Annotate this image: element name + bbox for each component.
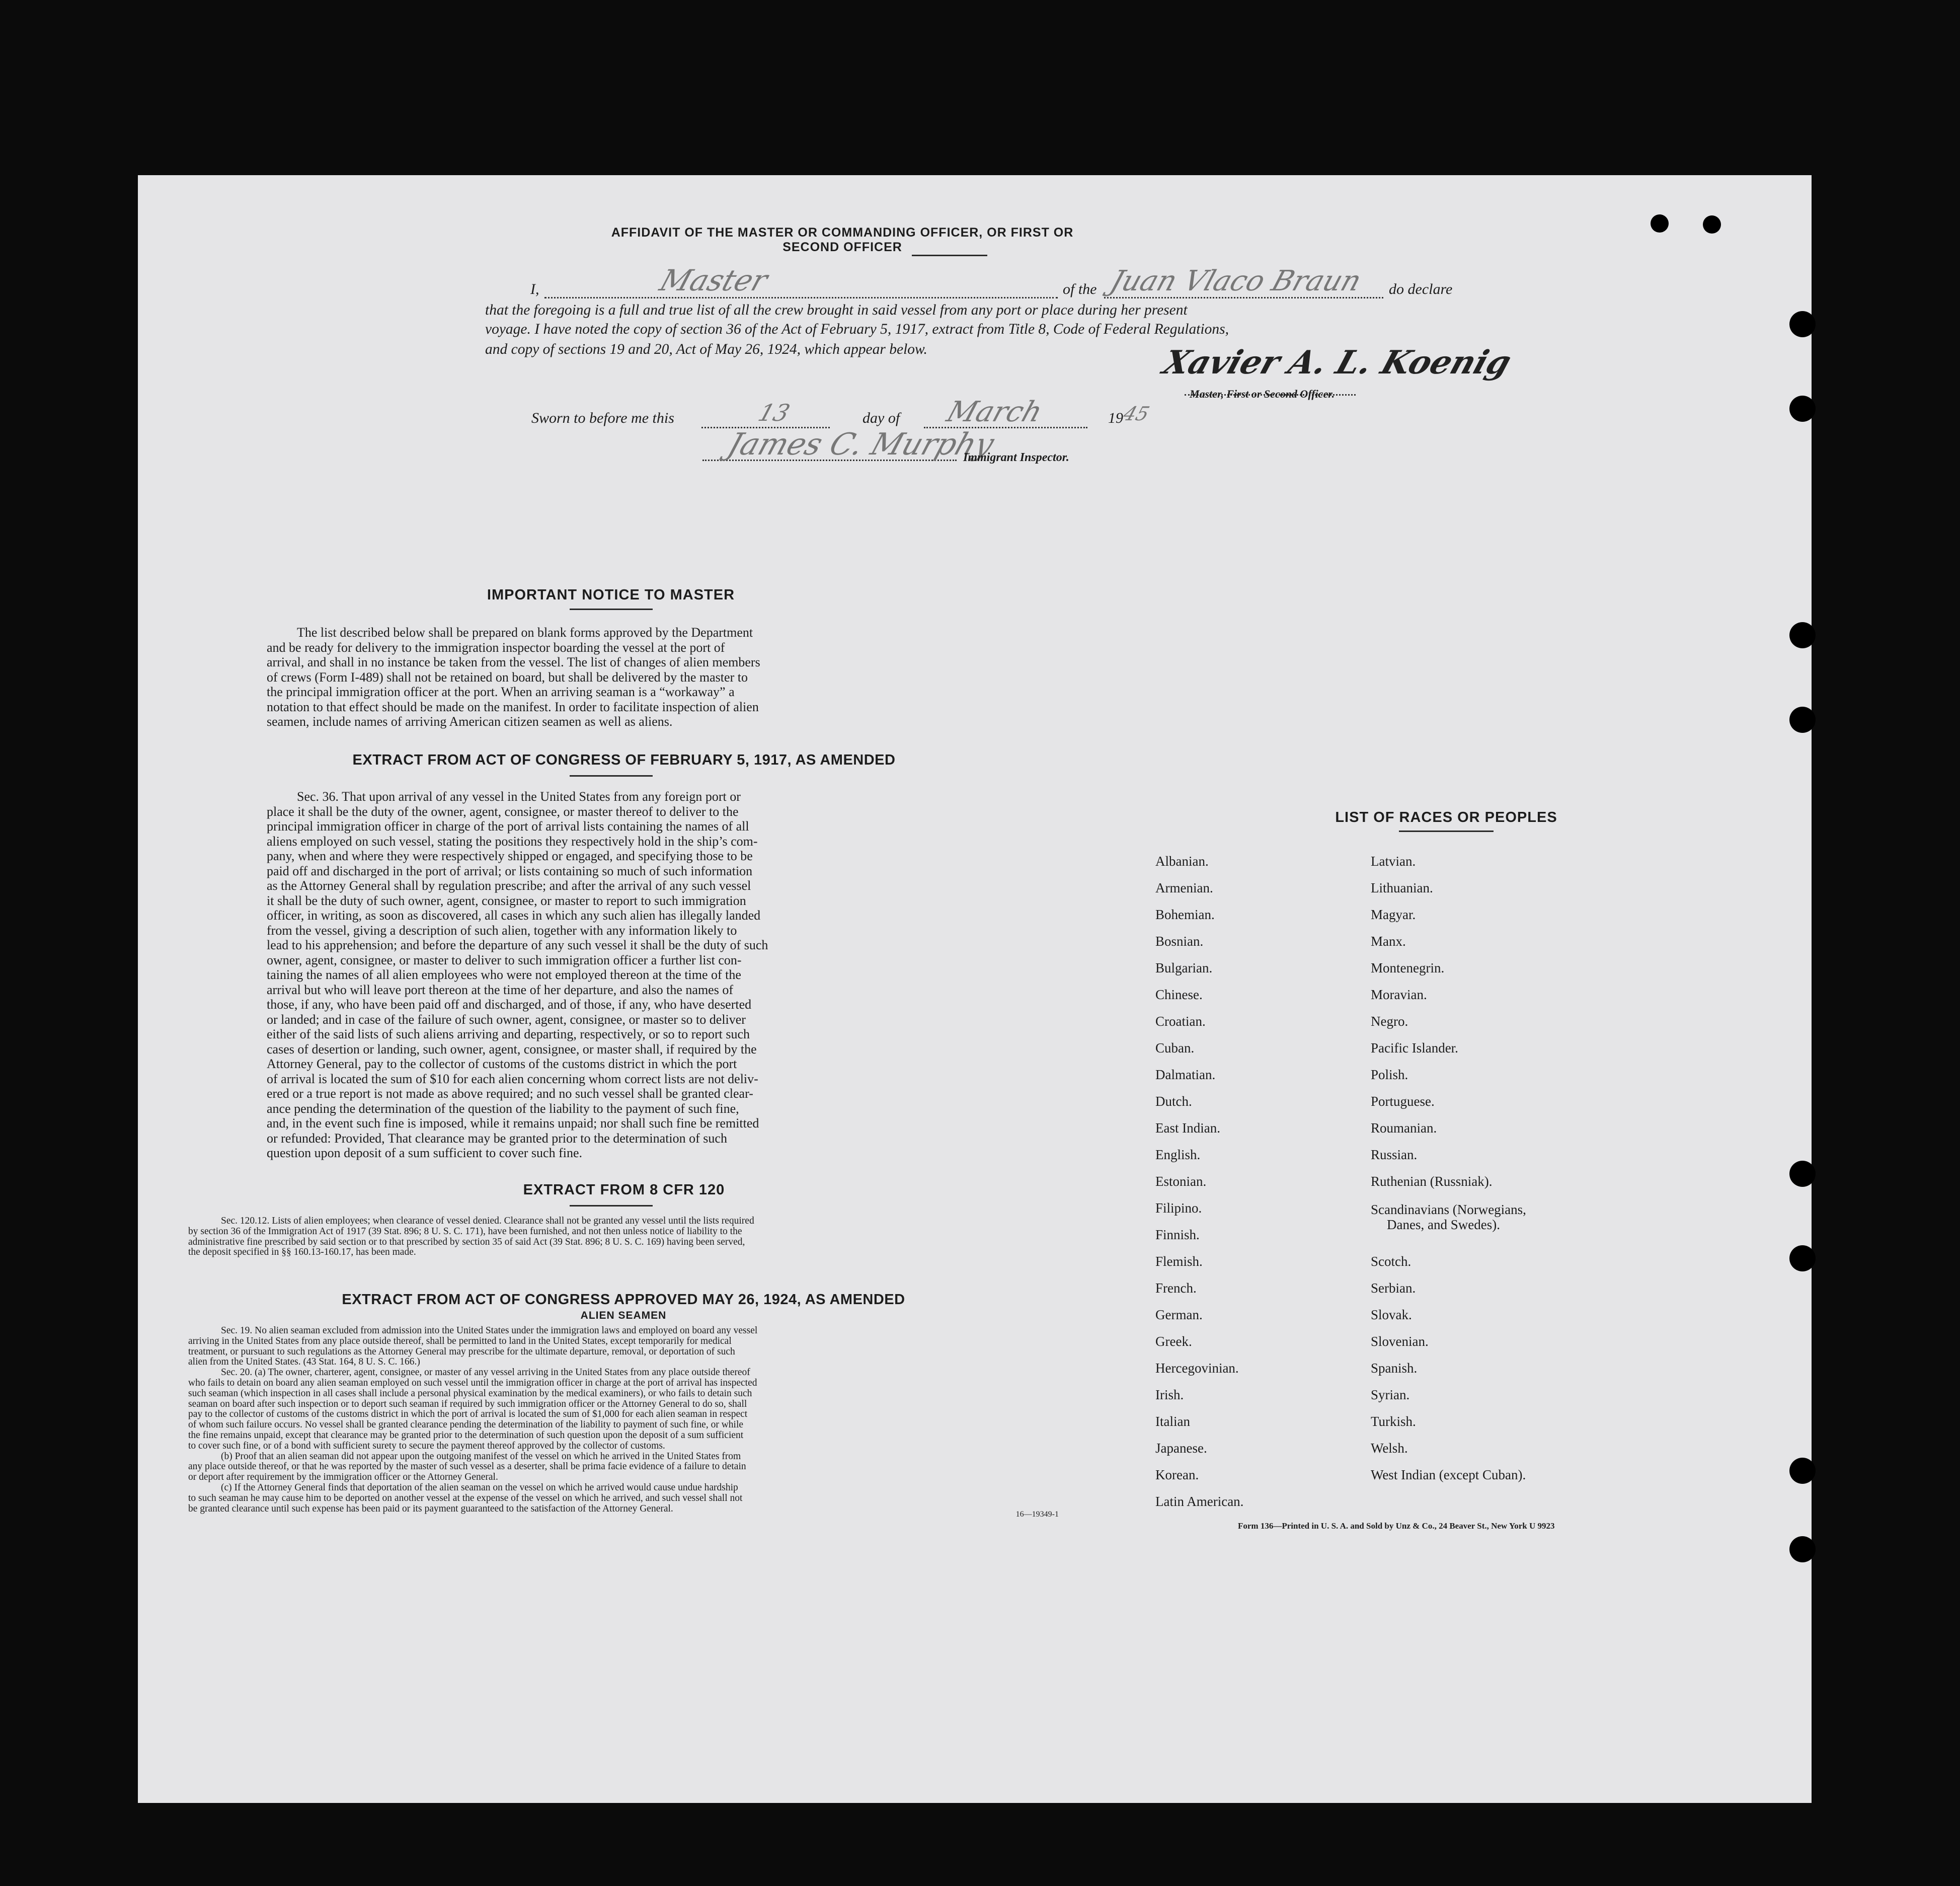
sec36-line: or refunded: Provided, That clearance may be granted prior to the determination of such [267, 1130, 727, 1146]
notice-line: the principal immigration officer at the port. When an arriving seaman is a “workaway” a [267, 685, 735, 699]
sec20-line: of whom such failure occurs. No vessel shall be granted clearance pending the determination of the liability to payment of such fine, or while [188, 1419, 744, 1430]
race-left: East Indian. [1155, 1120, 1220, 1136]
extract-1917-heading: EXTRACT FROM ACT OF CONGRESS OF FEBRUARY 5, 1917, AS AMENDED [352, 752, 896, 768]
race-right: Montenegrin. [1371, 960, 1445, 975]
day-handwriting: 13 [755, 399, 794, 426]
race-left: Estonian. [1155, 1174, 1207, 1189]
race-right: Polish. [1371, 1067, 1408, 1082]
race-right: West Indian (except Cuban). [1371, 1467, 1526, 1482]
race-left: Armenian. [1155, 880, 1213, 895]
sec36-line: taining the names of all alien employees who were not employed thereon at the time of the [267, 967, 741, 982]
sec20-line: (c) If the Attorney General finds that deportation of the alien seaman on the vessel on which he arrived would cause undue hardship [221, 1482, 738, 1493]
notice-line: The list described below shall be prepared on blank forms approved by the Department [297, 625, 753, 640]
race-left: Finnish. [1155, 1227, 1200, 1242]
sec36-line: aliens employed on such vessel, stating the positions they respectively hold in the ship’s com- [267, 834, 758, 849]
race-right: Scotch. [1371, 1254, 1412, 1269]
master-field-line [544, 297, 1058, 298]
form-sheet [138, 175, 1812, 1803]
sec20-line: Sec. 20. (a) The owner, charterer, agent, consignee, or master of any vessel arriving in the United States from any place outside thereof [221, 1367, 750, 1378]
inspector-signature: James C. Murphy [723, 427, 999, 462]
race-left: German. [1155, 1307, 1203, 1322]
race-right: Portuguese. [1371, 1094, 1435, 1109]
race-left: Filipino. [1155, 1200, 1202, 1216]
sec36-line: from the vessel, giving a description of such alien, together with any information likely to [267, 923, 737, 938]
sec36-line: arrival but who will leave port thereon at the time of her departure, and also the names of [267, 982, 733, 997]
year-prefix: 19 [1108, 410, 1123, 426]
alien-seamen-subheading: ALIEN SEAMEN [580, 1310, 667, 1321]
sec36-line: those, if any, who have been paid off and discharged, and of those, if any, who have deserted [267, 997, 752, 1012]
sec20-line: who fails to detain on board any alien seaman employed on such vessel until the immigration officer in charge at the port of arrival has inspected [188, 1377, 757, 1388]
race-left: Hercegovinian. [1155, 1361, 1239, 1376]
sec20-line: to cover such fine, or of a bond with sufficient surety to secure the payment thereof approved by the collector of customs. [188, 1440, 665, 1451]
race-left: Albanian. [1155, 854, 1209, 869]
sec19-line: treatment, or pursuant to such regulations as the Attorney General may prescribe for the ultimate departure, removal, or deportation of such [188, 1346, 735, 1357]
extract-1924-text [188, 1326, 1059, 1514]
sec36-line: principal immigration officer in charge of the port of arrival lists containing the names of all [267, 819, 749, 834]
races-heading-rule [1399, 831, 1494, 832]
sec36-line: it shall be the duty of such owner, agent, consignee, or master to report to such immigration [267, 893, 746, 908]
sec20-line: such seaman (which inspection in all cases shall include a personal physical examination by the medical examiners), or who fails to detain such [188, 1388, 752, 1399]
race-right: Spanish. [1371, 1361, 1418, 1376]
sec36-line: either of the said lists of such aliens arriving and departing, respectively, or so to report such [267, 1027, 750, 1041]
year-handwriting: 45 [1120, 403, 1152, 425]
sworn-text: Sworn to before me this [531, 410, 674, 426]
notice-line: arrival, and shall in no instance be taken from the vessel. The list of changes of alien members [267, 655, 760, 669]
affidavit-do-declare: do declare [1389, 281, 1453, 297]
master-handwriting: Master [655, 263, 772, 297]
extract-1917-rule [570, 775, 653, 777]
race-left: Bosnian. [1155, 934, 1204, 949]
sec36-line: owner, agent, consignee, or master to deliver to such immigration officer a further list con- [267, 952, 742, 967]
race-right: Russian. [1371, 1147, 1418, 1162]
month-handwriting: March [943, 396, 1047, 428]
race-right: Negro. [1371, 1014, 1408, 1029]
affidavit-i: I, [530, 281, 539, 297]
race-right: Ruthenian (Russniak). [1371, 1174, 1493, 1189]
race-left: Cuban. [1155, 1040, 1195, 1055]
sec20-line: pay to the collector of customs of the customs district in which the port of arrival is located the sum of $1,000 for each alien seaman in respect [188, 1409, 748, 1420]
race-left: French. [1155, 1280, 1197, 1296]
cfr-line: the deposit specified in §§ 160.13-160.17, has been made. [188, 1247, 416, 1258]
printer-footer: Form 136—Printed in U. S. A. and Sold by Unz & Co., 24 Beaver St., New York U 9923 [1238, 1521, 1555, 1531]
sec36-line: and, in the event such fine is imposed, while it remains unpaid; nor shall such fine be remitted [267, 1116, 759, 1130]
sec36-line: lead to his apprehension; and before the departure of any such vessel it shall be the duty of such [267, 938, 768, 952]
affidavit-line-4: and copy of sections 19 and 20, Act of May 26, 1924, which appear below. [485, 341, 927, 357]
race-right: Slovak. [1371, 1307, 1412, 1322]
sec20-line: seaman on board after such inspection or to deport such seaman if required by such immigration officer or the Attorney General to do so, shall [188, 1398, 747, 1409]
sec19-line: Sec. 19. No alien seaman excluded from admission into the United States under the immigration laws and employed on board any vessel [221, 1325, 758, 1336]
sec36-line: as the Attorney General shall by regulation prescribe; and after the arrival of any such vessel [267, 878, 751, 893]
notice-line: seamen, include names of arriving American citizen seamen as well as aliens. [267, 714, 673, 729]
sec20-line: be granted clearance until such expense has been paid or its payment guaranteed to the satisfaction of the Attorney General. [188, 1503, 673, 1514]
sec20-line: (b) Proof that an alien seaman did not appear upon the outgoing manifest of the vessel on which he arrived in the United States from [221, 1451, 741, 1462]
sec36-line: paid off and discharged in the port of arrival; or lists containing so much of such information [267, 863, 753, 878]
race-right: Roumanian. [1371, 1120, 1437, 1136]
race-left: Korean. [1155, 1467, 1199, 1482]
affidavit-of-the: of the [1063, 281, 1097, 297]
notice-text [267, 625, 981, 729]
vessel-handwriting: Juan Vlaco Braun [1106, 265, 1366, 297]
sec36-line: question upon deposit of a sum sufficient to cover such fine. [267, 1146, 583, 1160]
race-right: Pacific Islander. [1371, 1040, 1458, 1055]
notice-heading-rule [570, 609, 653, 610]
sec20-line: the fine remains unpaid, except that clearance may be granted prior to the determination of such question upon the deposit of a sum sufficient [188, 1429, 744, 1441]
affidavit-heading-rule [912, 255, 987, 256]
sec36-line: officer, in writing, as soon as discovered, all cases in which any such alien has illegally landed [267, 908, 761, 923]
race-left: Chinese. [1155, 987, 1203, 1002]
race-right: Latvian. [1371, 854, 1416, 869]
punch-hole [1651, 214, 1669, 233]
race-left: Dutch. [1155, 1094, 1192, 1109]
race-right: Moravian. [1371, 987, 1427, 1002]
sec36-line: place it shall be the duty of the owner, agent, consignee, or master thereof to deliver to the [267, 804, 739, 819]
cfr-line: by section 36 of the Immigration Act of 1917 (39 Stat. 896; 8 U. S. C. 171), have been furnished, and not then unless notice of liability to the [188, 1226, 742, 1237]
sec36-line: ance pending the determination of the question of the liability to the payment of such fine, [267, 1101, 739, 1116]
punch-hole [1789, 707, 1816, 733]
race-right: Serbian. [1371, 1280, 1416, 1296]
notice-line: notation to that effect should be made on the manifest. In order to facilitate inspection of alien [267, 699, 759, 714]
punch-hole [1789, 1536, 1816, 1562]
extract-1917-text [267, 789, 981, 1161]
sec36-line: pany, when and where they were respectively shipped or engaged, and specifying those to be [267, 849, 753, 863]
sec36-line: of arrival is located the sum of $10 for each alien concerning whom correct lists are not deliv- [267, 1071, 758, 1086]
cfr-heading: EXTRACT FROM 8 CFR 120 [523, 1182, 725, 1198]
notice-line: of crews (Form I-489) shall not be retained on board, but shall be delivered by the master to [267, 669, 748, 685]
sec36-line: Attorney General, pay to the collector of customs of the customs district in which the port [267, 1057, 737, 1071]
race-left: Latin American. [1155, 1494, 1244, 1509]
extract-1924-heading: EXTRACT FROM ACT OF CONGRESS APPROVED MAY 26, 1924, AS AMENDED [342, 1292, 905, 1308]
sec36-line: Sec. 36. That upon arrival of any vessel in the United States from any foreign port or [297, 789, 741, 804]
race-right: Danes, and Swedes). [1387, 1217, 1500, 1232]
sec19-line: alien from the United States. (43 Stat. 164, 8 U. S. C. 166.) [188, 1356, 420, 1368]
race-left: Bohemian. [1155, 907, 1215, 922]
race-right: Welsh. [1371, 1441, 1408, 1456]
sec20-line: to such seaman he may cause him to be deported on another vessel at the expense of the vessel on which he arrived, and such vessel shall not [188, 1492, 743, 1503]
race-right: Manx. [1371, 934, 1406, 949]
race-left: Bulgarian. [1155, 960, 1213, 975]
sec19-line: arriving in the United States from any place outside thereof, shall be permitted to land in the United States, except temporarily for medical [188, 1335, 732, 1346]
punch-hole [1789, 1458, 1816, 1484]
sec20-line: any place outside thereof, or that he was reported by the master of such vessel as a deserter, shall be prima facie evidence of a failure to detain [188, 1461, 746, 1472]
race-right: Scandinavians (Norwegians, [1371, 1202, 1526, 1217]
race-left: Greek. [1155, 1334, 1192, 1349]
form-code: 16—19349-1 [1015, 1510, 1059, 1519]
sec20-line: or deport after requirement by the immigration officer or the Attorney General. [188, 1472, 498, 1483]
sec36-line: cases of desertion or landing, such owner, agent, consignee, or master shall, if required by the [267, 1041, 757, 1057]
day-of-text: day of [863, 410, 900, 426]
punch-hole [1789, 1161, 1816, 1187]
race-left: Croatian. [1155, 1014, 1206, 1029]
race-right: Syrian. [1371, 1387, 1410, 1402]
race-left: Japanese. [1155, 1441, 1207, 1456]
affidavit-heading: AFFIDAVIT OF THE MASTER OR COMMANDING OFFICER, OR FIRST OR SECOND OFFICER [611, 225, 1074, 254]
punch-hole [1789, 311, 1816, 337]
cfr-line: Sec. 120.12. Lists of alien employees; when clearance of vessel denied. Clearance shall not be granted any vessel until the lists required [221, 1216, 754, 1226]
notice-line: and be ready for delivery to the immigration inspector boarding the vessel at the port of [267, 640, 725, 655]
race-left: Flemish. [1155, 1254, 1203, 1269]
affidavit-line-2: that the foregoing is a full and true list of all the crew brought in said vessel from any port or place during her present [485, 302, 1188, 318]
sec36-line: ered or a true report is not made as above required; and no such vessel shall be granted clear- [267, 1086, 753, 1101]
race-left: Irish. [1155, 1387, 1184, 1402]
officer-signature: Xavier A. L. Koenig [1158, 344, 1516, 382]
punch-hole [1703, 215, 1721, 234]
race-left: English. [1155, 1147, 1201, 1162]
inspector-label: Immigrant Inspector. [963, 451, 1069, 464]
cfr-text [188, 1216, 1059, 1258]
race-left: Italian [1155, 1414, 1190, 1429]
races-heading: LIST OF RACES OR PEOPLES [1335, 809, 1557, 825]
race-right: Slovenian. [1371, 1334, 1429, 1349]
race-right: Magyar. [1371, 907, 1416, 922]
race-left: Dalmatian. [1155, 1067, 1216, 1082]
race-right: Turkish. [1371, 1414, 1416, 1429]
cfr-rule [570, 1205, 653, 1206]
officer-label: Master, First or Second Officer. [1190, 388, 1335, 400]
race-right: Lithuanian. [1371, 880, 1433, 895]
punch-hole [1789, 1245, 1816, 1271]
notice-heading: IMPORTANT NOTICE TO MASTER [487, 587, 735, 603]
punch-hole [1789, 622, 1816, 648]
sec36-line: or landed; and in case of the failure of such owner, agent, consignee, or master so to deliver [267, 1012, 746, 1027]
affidavit-line-3: voyage. I have noted the copy of section 36 of the Act of February 5, 1917, extract from Title 8, Code of Federal Regulations, [485, 321, 1229, 337]
cfr-line: administrative fine prescribed by said section or to that prescribed by section 35 of said Act (39 Stat. 896; 8 U. S. C. 169) having been served, [188, 1236, 745, 1247]
punch-hole [1789, 396, 1816, 422]
